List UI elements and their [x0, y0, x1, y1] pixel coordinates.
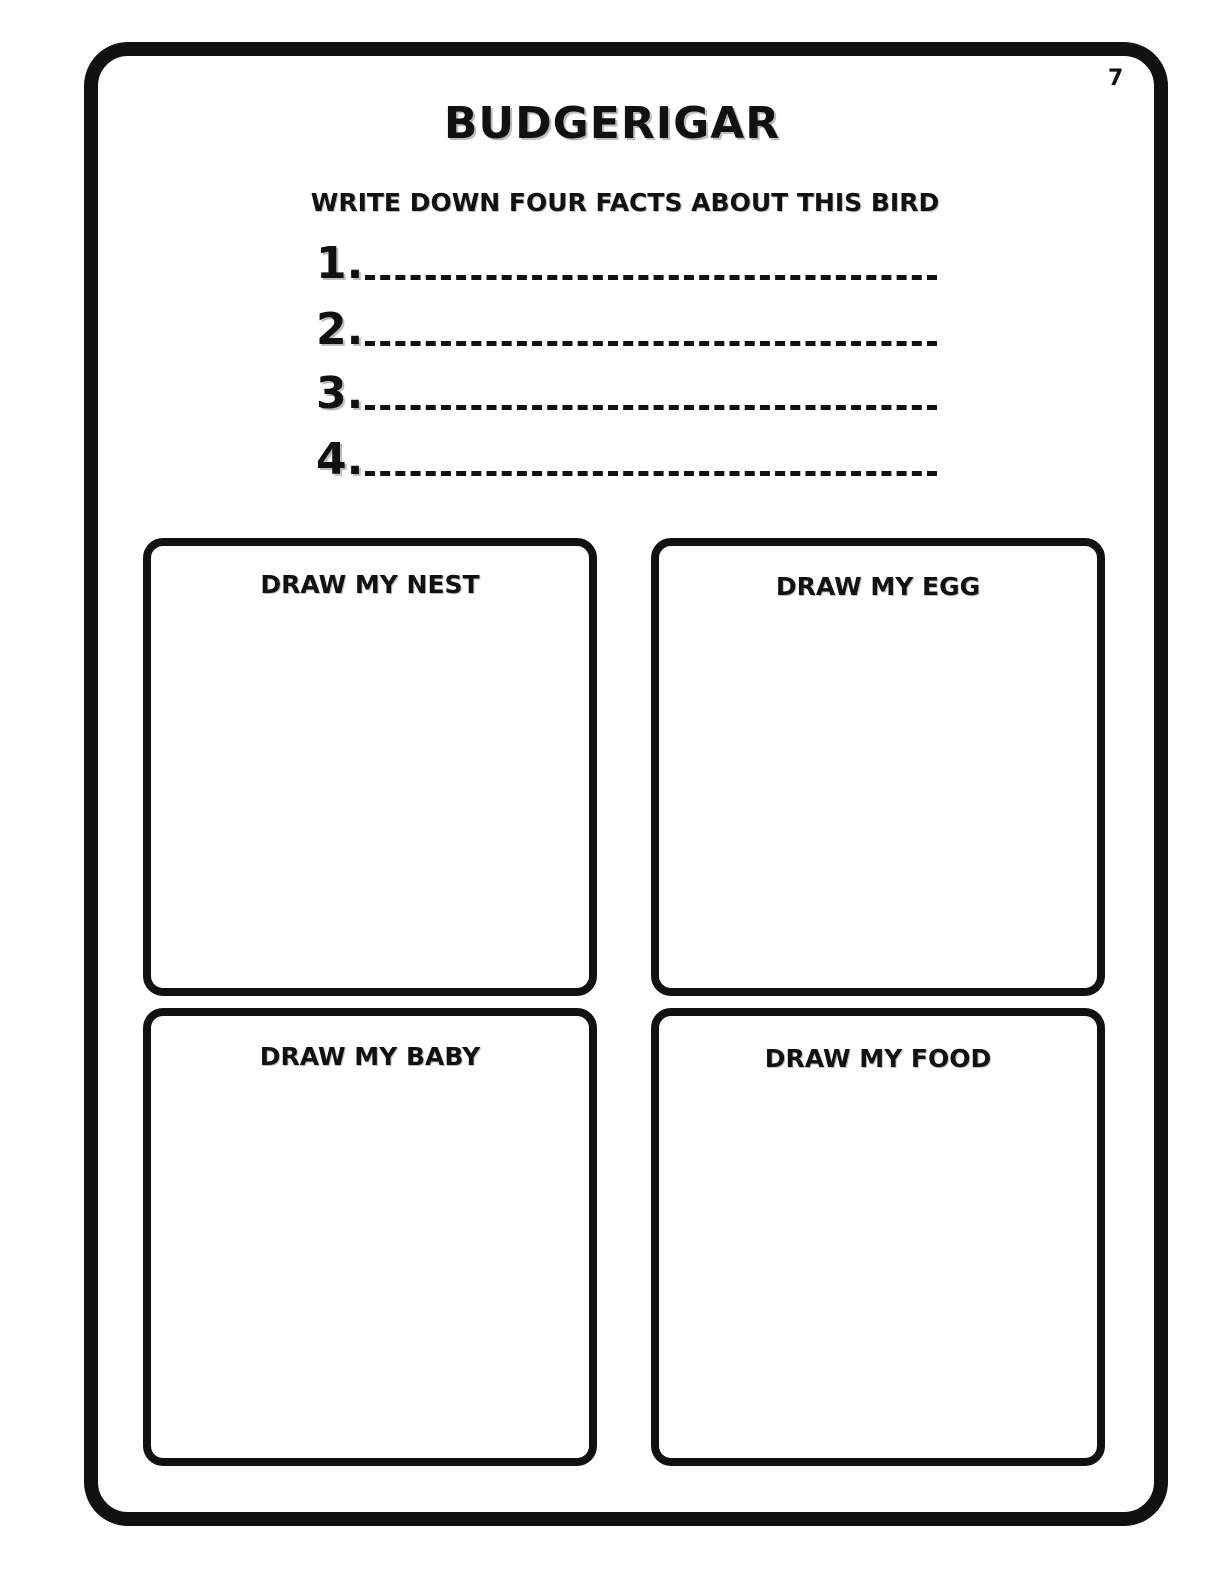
- draw-box-baby[interactable]: [143, 1008, 597, 1466]
- fact-line-2: [316, 294, 937, 355]
- fact-line-1: [316, 228, 937, 289]
- draw-box-food[interactable]: [651, 1008, 1105, 1466]
- fact-answer-blank[interactable]: [365, 275, 937, 280]
- fact-number: 1.: [316, 238, 364, 289]
- fact-number: 3.: [316, 368, 364, 419]
- draw-box-egg[interactable]: [651, 538, 1105, 996]
- fact-line-4: [316, 424, 937, 485]
- draw-box-label: DRAW MY BABY: [259, 1042, 481, 1071]
- fact-answer-blank[interactable]: [365, 471, 937, 476]
- draw-box-nest[interactable]: [143, 538, 597, 996]
- draw-box-label: DRAW MY NEST: [260, 570, 480, 599]
- fact-line-3: [316, 358, 937, 419]
- draw-box-label: DRAW MY EGG: [775, 572, 981, 601]
- fact-answer-blank[interactable]: [365, 405, 937, 410]
- page-title: BUDGERIGAR: [443, 98, 781, 149]
- fact-number: 2.: [316, 304, 364, 355]
- fact-number: 4.: [316, 434, 364, 485]
- page-number: 7: [1108, 66, 1124, 91]
- fact-answer-blank[interactable]: [365, 341, 937, 346]
- draw-box-label: DRAW MY FOOD: [764, 1044, 992, 1073]
- instruction-text: WRITE DOWN FOUR FACTS ABOUT THIS BIRD: [310, 188, 940, 217]
